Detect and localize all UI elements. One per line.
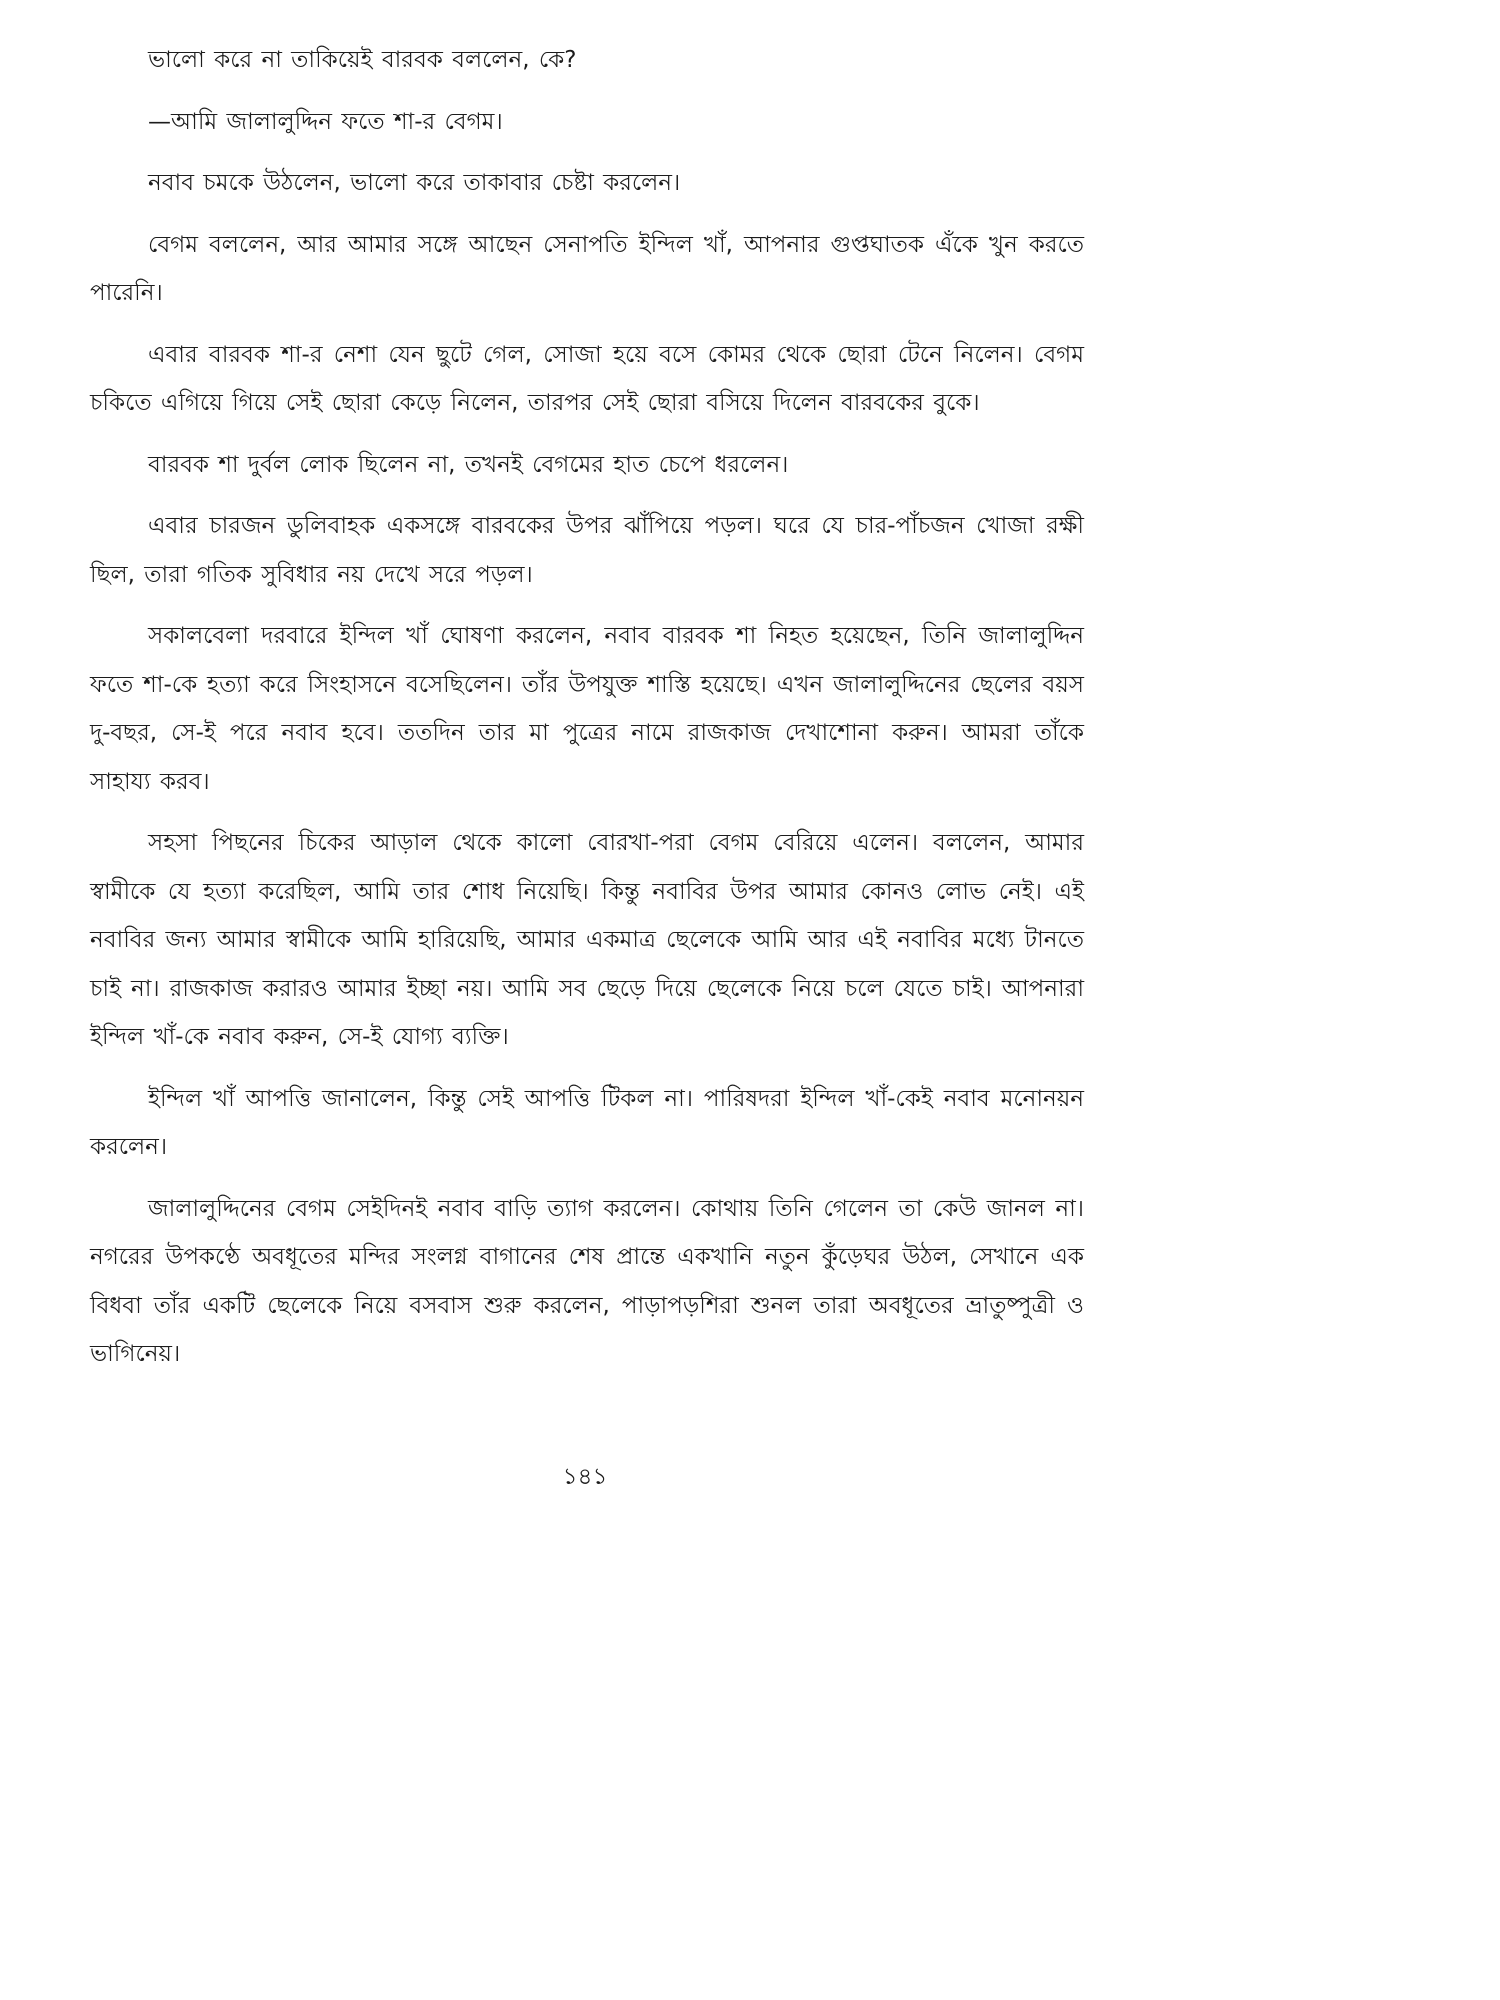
paragraph-11: জালালুদ্দিনের বেগম সেইদিনই নবাব বাড়ি ত্যাগ করলেন। কোথায় তিনি গেলেন তা কেউ জানল না। নগরের উপকণ্ঠে অবধূতের মন্দির সংলগ্ন বাগানের শেষ প্রান্তে একখানি নতুন কুঁড়েঘর উঠল, সেখানে এক বিধবা তাঁর একটি ছেলেকে নিয়ে বসবাস শুরু করলেন, পাড়াপড়শিরা শুনল তারা অবধূতের ভ্রাতুষ্পুত্রী ও ভাগিনেয়।: [90, 1195, 1084, 1367]
page-number: ১৪১: [562, 1464, 608, 1490]
paragraph-5: এবার বারবক শা-র নেশা যেন ছুটে গেল, সোজা হয়ে বসে কোমর থেকে ছোরা টেনে নিলেন। বেগম চকিতে এগিয়ে গিয়ে সেই ছোরা কেড়ে নিলেন, তারপর সেই ছোরা বসিয়ে দিলেন বারবকের বুকে।: [90, 341, 1084, 416]
paragraph-9: সহসা পিছনের চিকের আড়াল থেকে কালো বোরখা-পরা বেগম বেরিয়ে এলেন। বললেন, আমার স্বামীকে যে হত্যা করেছিল, আমি তার শোধ নিয়েছি। কিন্তু নবাবির উপর আমার কোনও লোভ নেই। এই নবাবির জন্য আমার স্বামীকে আমি হারিয়েছি, আমার একমাত্র ছেলেকে আমি আর এই নবাবির মধ্যে টানতে চাই না। রাজকাজ করারও আমার ইচ্ছা নয়। আমি সব ছেড়ে দিয়ে ছেলেকে নিয়ে চলে যেতে চাই। আপনারা ইন্দিল খাঁ-কে নবাব করুন, সে-ই যোগ্য ব্যক্তি।: [90, 830, 1084, 1050]
paragraph-7: এবার চারজন ডুলিবাহক একসঙ্গে বারবকের উপর ঝাঁপিয়ে পড়ল। ঘরে যে চার-পাঁচজন খোজা রক্ষী ছিল, তারা গতিক সুবিধার নয় দেখে সরে পড়ল।: [90, 513, 1084, 588]
paragraph-3: নবাব চমকে উঠলেন, ভালো করে তাকাবার চেষ্টা করলেন।: [148, 170, 681, 196]
paragraph-1: ভালো করে না তাকিয়েই বারবক বললেন, কে?: [148, 47, 577, 73]
paragraph-2: —আমি জালালুদ্দিন ফতে শা-র বেগম।: [148, 108, 503, 135]
paragraph-10: ইন্দিল খাঁ আপত্তি জানালেন, কিন্তু সেই আপত্তি টিকল না। পারিষদরা ইন্দিল খাঁ-কেই নবাব মনোনয়ন করলেন।: [90, 1085, 1084, 1160]
paragraph-4: বেগম বললেন, আর আমার সঙ্গে আছেন সেনাপতি ইন্দিল খাঁ, আপনার গুপ্তঘাতক এঁকে খুন করতে পারেনি।: [90, 231, 1084, 306]
body-text: [90, 36, 1084, 1392]
paragraph-6: বারবক শা দুর্বল লোক ছিলেন না, তখনই বেগমের হাত চেপে ধরলেন।: [148, 451, 789, 478]
paragraph-8: সকালবেলা দরবারে ইন্দিল খাঁ ঘোষণা করলেন, নবাব বারবক শা নিহত হয়েছেন, তিনি জালালুদ্দিন ফতে শা-কে হত্যা করে সিংহাসনে বসেছিলেন। তাঁর উপযুক্ত শাস্তি হয়েছে। এখন জালালুদ্দিনের ছেলের বয়স দু-বছর, সে-ই পরে নবাব হবে। ততদিন তার মা পুত্রের নামে রাজকাজ দেখাশোনা করুন। আমরা তাঁকে সাহায্য করব।: [90, 623, 1084, 795]
